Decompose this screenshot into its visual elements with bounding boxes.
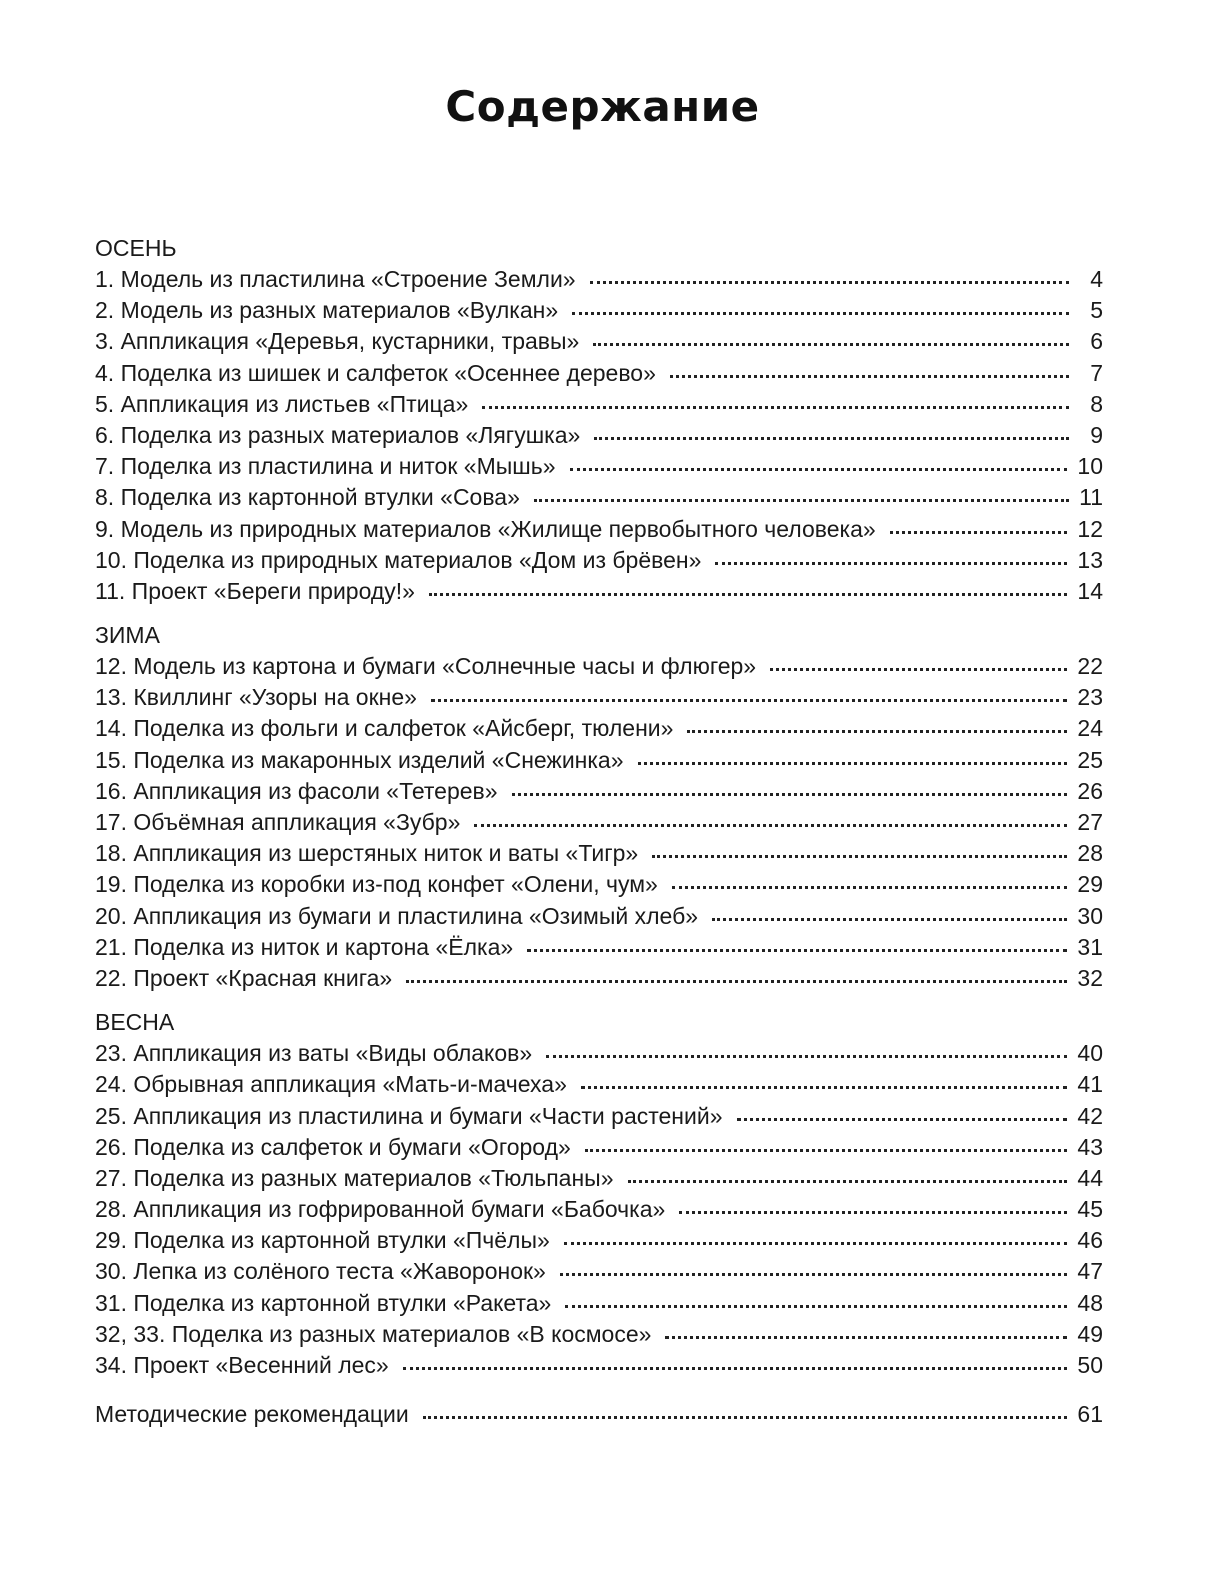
toc-entry-page: 40 — [1077, 1040, 1103, 1067]
toc-entry[interactable] — [95, 1194, 1103, 1225]
toc-entry-label: 1. Модель из пластилина «Строение Земли» — [95, 266, 576, 292]
dot-leader — [638, 762, 1068, 765]
toc-entry[interactable] — [95, 1069, 1103, 1100]
dot-leader — [585, 1149, 1068, 1152]
dot-leader — [570, 468, 1068, 471]
toc-entry-label: 34. Проект «Весенний лес» — [95, 1352, 389, 1378]
dot-leader — [679, 1211, 1067, 1214]
dot-leader — [590, 281, 1069, 284]
dot-leader — [560, 1273, 1068, 1276]
toc-entry-label: 23. Аппликация из ваты «Виды облаков» — [95, 1040, 533, 1067]
toc-entry-page: 9 — [1090, 421, 1103, 448]
toc-entry-label: 9. Модель из природных материалов «Жилище первобытного человека» — [95, 515, 876, 542]
toc-entry-page: 61 — [1077, 1401, 1103, 1428]
toc-entry-label: 7. Поделка из пластилина и ниток «Мышь» — [95, 453, 556, 480]
toc-entry-page: 27 — [1077, 809, 1103, 835]
dot-leader — [581, 1086, 1068, 1089]
section-heading-autumn: ОСЕНЬ — [95, 235, 177, 261]
toc-entry-page: 48 — [1077, 1289, 1103, 1316]
toc-entry-label: 12. Модель из картона и бумаги «Солнечные часы и флюгер» — [95, 653, 757, 680]
toc-entry-page: 26 — [1077, 777, 1103, 804]
toc-entry[interactable] — [95, 514, 1103, 545]
toc-entry-label: 31. Поделка из картонной втулки «Ракета» — [95, 1289, 552, 1316]
toc-entry-label: 20. Аппликация из бумаги и пластилина «Озимый хлеб» — [95, 902, 699, 929]
toc-entry[interactable] — [95, 838, 1103, 869]
dot-leader — [715, 562, 1067, 565]
dot-leader — [628, 1180, 1068, 1183]
toc-entry-label: 21. Поделка из ниток и картона «Ёлка» — [95, 933, 514, 960]
toc-entry[interactable] — [95, 264, 1103, 295]
dot-leader — [403, 1367, 1068, 1370]
toc-entry[interactable] — [95, 1350, 1103, 1381]
dot-leader — [565, 1305, 1067, 1308]
toc-entry-label: 24. Обрывная аппликация «Мать-и-мачеха» — [95, 1071, 567, 1098]
toc-entry-label: 25. Аппликация из пластилина и бумаги «Части растений» — [95, 1102, 723, 1129]
dot-leader — [546, 1055, 1067, 1058]
toc-entry-page: 25 — [1077, 746, 1103, 773]
dot-leader — [890, 531, 1068, 534]
toc-entry-page: 10 — [1077, 453, 1103, 480]
dot-leader — [512, 793, 1068, 796]
toc-entry[interactable] — [95, 901, 1103, 932]
dot-leader — [770, 668, 1067, 671]
toc-entry-page: 47 — [1077, 1258, 1103, 1285]
dot-leader — [429, 593, 1067, 596]
toc-entry-label: 8. Поделка из картонной втулки «Сова» — [95, 484, 520, 511]
toc-entry-label: 15. Поделка из макаронных изделий «Снежинка» — [95, 746, 624, 773]
toc-entry-page: 50 — [1077, 1352, 1103, 1378]
toc-entry-page: 42 — [1077, 1102, 1103, 1129]
dot-leader — [593, 343, 1069, 346]
dot-leader — [527, 949, 1067, 952]
toc-entry-label: 22. Проект «Красная книга» — [95, 964, 393, 991]
dot-leader — [665, 1336, 1067, 1339]
dot-leader — [594, 437, 1069, 440]
toc-entry[interactable] — [95, 1288, 1103, 1319]
toc-entry-page: 43 — [1077, 1133, 1103, 1160]
toc-entry-label: 17. Объёмная аппликация «Зубр» — [95, 809, 461, 835]
toc-entry-page: 4 — [1090, 266, 1103, 292]
table-of-contents — [95, 232, 1103, 1430]
toc-entry-label: 27. Поделка из разных материалов «Тюльпаны» — [95, 1164, 614, 1191]
toc-entry[interactable] — [95, 1256, 1103, 1287]
dot-leader — [687, 730, 1067, 733]
dot-leader — [712, 918, 1067, 921]
toc-entry-page: 29 — [1077, 871, 1103, 898]
toc-entry-page: 24 — [1077, 715, 1103, 742]
toc-entry-page: 44 — [1077, 1164, 1103, 1191]
dot-leader — [482, 406, 1069, 409]
toc-entry-label: 28. Аппликация из гофрированной бумаги «Бабочка» — [95, 1196, 666, 1223]
toc-entry-page: 30 — [1077, 902, 1103, 929]
section-heading-winter: ЗИМА — [95, 622, 160, 649]
toc-entry-label: 6. Поделка из разных материалов «Лягушка» — [95, 421, 581, 448]
toc-entry[interactable] — [95, 576, 1103, 607]
section-gap — [95, 607, 1103, 619]
toc-entry-page: 23 — [1077, 684, 1103, 711]
toc-entry-page: 41 — [1077, 1071, 1103, 1098]
toc-entry-page: 12 — [1077, 515, 1103, 542]
toc-entry-label: 29. Поделка из картонной втулки «Пчёлы» — [95, 1227, 550, 1254]
toc-entry[interactable] — [95, 1038, 1103, 1069]
toc-entry[interactable] — [95, 745, 1103, 776]
toc-entry-page: 6 — [1090, 328, 1103, 355]
dot-leader — [652, 855, 1067, 858]
toc-entry[interactable] — [95, 326, 1103, 357]
toc-entry[interactable] — [95, 295, 1103, 326]
toc-entry-label: 26. Поделка из салфеток и бумаги «Огород» — [95, 1133, 571, 1160]
toc-entry[interactable] — [95, 963, 1103, 994]
toc-entry[interactable] — [95, 713, 1103, 744]
toc-entry[interactable] — [95, 389, 1103, 420]
dot-leader — [431, 699, 1067, 702]
dot-leader — [406, 980, 1067, 983]
toc-entry[interactable] — [95, 1132, 1103, 1163]
toc-entry-label: 14. Поделка из фольги и салфеток «Айсберг, тюлени» — [95, 715, 674, 742]
toc-entry[interactable] — [95, 358, 1103, 389]
section-heading-spring: ВЕСНА — [95, 1009, 175, 1036]
toc-entry-page: 5 — [1090, 297, 1103, 324]
toc-entry-label: 13. Квиллинг «Узоры на окне» — [95, 684, 417, 711]
toc-entry[interactable] — [95, 1225, 1103, 1256]
dot-leader — [474, 824, 1067, 827]
toc-entry[interactable] — [95, 451, 1103, 482]
toc-entry[interactable] — [95, 420, 1103, 451]
toc-entry-label: 16. Аппликация из фасоли «Тетерев» — [95, 777, 498, 804]
toc-entry-label: 2. Модель из разных материалов «Вулкан» — [95, 297, 559, 324]
toc-entry[interactable] — [95, 545, 1103, 576]
dot-leader — [572, 312, 1069, 315]
dot-leader — [564, 1242, 1068, 1245]
toc-entry-page: 46 — [1077, 1227, 1103, 1254]
toc-entry-methodical-recommendations[interactable] — [95, 1399, 1103, 1430]
toc-entry-label: Методические рекомендации — [95, 1401, 409, 1428]
toc-entry-page: 14 — [1077, 577, 1103, 604]
toc-entry-label: 4. Поделка из шишек и салфеток «Осеннее дерево» — [95, 359, 656, 386]
toc-entry-page: 49 — [1077, 1320, 1103, 1347]
toc-entry[interactable] — [95, 482, 1103, 513]
toc-entry-label: 32, 33. Поделка из разных материалов «В космосе» — [95, 1320, 652, 1347]
page-title: Содержание — [445, 82, 760, 131]
toc-entry-page: 28 — [1077, 840, 1103, 867]
toc-entry[interactable] — [95, 1319, 1103, 1350]
toc-entry-page: 8 — [1090, 390, 1103, 417]
toc-entry-label: 3. Аппликация «Деревья, кустарники, травы» — [95, 328, 580, 355]
dot-leader — [423, 1416, 1068, 1419]
toc-entry[interactable] — [95, 807, 1103, 838]
toc-entry[interactable] — [95, 776, 1103, 807]
toc-entry-page: 7 — [1090, 359, 1103, 386]
section-gap — [95, 1381, 1103, 1399]
toc-entry-label: 18. Аппликация из шерстяных ниток и ваты «Тигр» — [95, 840, 639, 867]
toc-entry-page: 32 — [1077, 964, 1103, 991]
toc-entry[interactable] — [95, 932, 1103, 963]
dot-leader — [534, 499, 1069, 502]
toc-entry-label: 30. Лепка из солёного теста «Жаворонок» — [95, 1258, 546, 1285]
toc-entry-page: 11 — [1079, 484, 1103, 511]
toc-entry-page: 22 — [1077, 653, 1103, 680]
dot-leader — [672, 886, 1068, 889]
toc-entry-label: 10. Поделка из природных материалов «Дом из брёвен» — [95, 546, 702, 573]
dot-leader — [670, 375, 1069, 378]
toc-entry-page: 31 — [1077, 933, 1103, 960]
toc-entry[interactable] — [95, 651, 1103, 682]
toc-entry-label: 19. Поделка из коробки из-под конфет «Олени, чум» — [95, 871, 658, 898]
toc-entry[interactable] — [95, 1163, 1103, 1194]
dot-leader — [737, 1118, 1068, 1121]
toc-entry-page: 45 — [1077, 1196, 1103, 1223]
toc-entry[interactable] — [95, 682, 1103, 713]
toc-entry[interactable] — [95, 869, 1103, 900]
toc-entry-label: 5. Аппликация из листьев «Птица» — [95, 390, 469, 417]
toc-entry-page: 13 — [1077, 546, 1103, 573]
toc-entry-label: 11. Проект «Береги природу!» — [95, 577, 415, 604]
section-gap — [95, 994, 1103, 1006]
toc-entry[interactable] — [95, 1101, 1103, 1132]
